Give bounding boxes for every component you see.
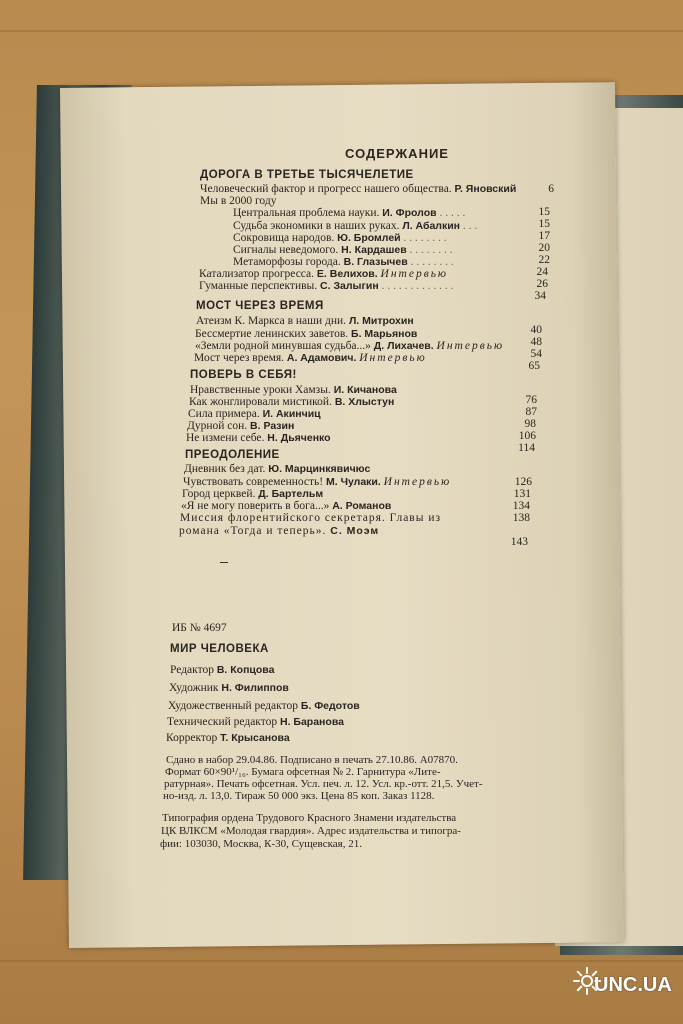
watermark bbox=[572, 964, 682, 1014]
print-info-line: Формат 60×90¹/₁₆. Бумага офсетная № 2. Гарнитура «Лите- bbox=[165, 766, 441, 778]
toc-entry: «Я не могу поверить в бога...» А. Романов bbox=[181, 500, 392, 512]
toc-page-number: 131 bbox=[513, 488, 531, 500]
toc-entry: Дурной сон. В. Разин bbox=[187, 420, 295, 432]
printer-line: фии: 103030, Москва, К-30, Сущевская, 21. bbox=[160, 838, 362, 850]
toc-entry: Атеизм К. Маркса в наши дни. Л. Митрохин bbox=[196, 315, 414, 327]
toc-title: СОДЕРЖАНИЕ bbox=[345, 146, 449, 161]
toc-page-number: 34 bbox=[534, 290, 546, 302]
toc-entry: Дневник без дат. Ю. Марцинкявичюс bbox=[184, 463, 371, 475]
toc-entry: Человеческий фактор и прогресс нашего общества. Р. Яновский bbox=[200, 183, 517, 195]
toc-entry: Сигналы неведомого. Н. Кардашев . . . . . . . . bbox=[233, 244, 453, 256]
toc-page-number: 22 bbox=[538, 254, 550, 266]
toc-entry: Город церквей. Д. Бартельм bbox=[182, 488, 324, 500]
toc-page-number: 6 bbox=[548, 183, 554, 195]
toc-entry: Сила примера. И. Акинчиц bbox=[188, 408, 321, 420]
toc-page-number: 17 bbox=[538, 230, 550, 242]
toc-entry: Не измени себе. Н. Дьяченко bbox=[186, 432, 331, 444]
print-info-line: но-изд. л. 13,0. Тираж 50 000 экз. Цена 85 коп. Заказ 1128. bbox=[163, 790, 435, 802]
toc-page-number: 40 bbox=[530, 324, 542, 336]
toc-entry: Сокровища народов. Ю. Бромлей . . . . . . . . bbox=[233, 232, 447, 244]
toc-entry: Мы в 2000 году bbox=[200, 195, 277, 207]
toc-page-number: 54 bbox=[530, 348, 542, 360]
toc-page-number: 20 bbox=[538, 242, 550, 254]
printer-line: ЦК ВЛКСМ «Молодая гвардия». Адрес издательства и типогра- bbox=[161, 825, 461, 837]
credit-line: Корректор Т. Крысанова bbox=[166, 732, 290, 744]
toc-page-number: 26 bbox=[536, 278, 548, 290]
toc-page-number: 24 bbox=[536, 266, 548, 278]
toc-page-number: 15 bbox=[538, 218, 550, 230]
credit-line: Технический редактор Н. Баранова bbox=[167, 716, 344, 728]
toc-entry: Нравственные уроки Хамзы. И. Кичанова bbox=[190, 384, 397, 396]
toc-page-number: 76 bbox=[525, 394, 537, 406]
print-info-line: Сдано в набор 29.04.86. Подписано в печать 27.10.86. А07870. bbox=[166, 754, 458, 766]
toc-page-number: 98 bbox=[524, 418, 536, 430]
book-title: МИР ЧЕЛОВЕКА bbox=[170, 643, 269, 655]
toc-page-number: 87 bbox=[525, 406, 537, 418]
toc-page-number: 138 bbox=[512, 512, 530, 524]
section-heading-1: ДОРОГА В ТРЕТЬЕ ТЫСЯЧЕЛЕТИЕ bbox=[200, 169, 414, 181]
section-heading-2: МОСТ ЧЕРЕЗ ВРЕМЯ bbox=[196, 300, 324, 312]
toc-entry: Катализатор прогресса. Е. Велихов. Интервью bbox=[199, 268, 449, 280]
toc-entry: Центральная проблема науки. И. Фролов . . . . . bbox=[233, 207, 466, 219]
toc-entry: Метаморфозы города. В. Глазычев . . . . . . . . bbox=[233, 256, 454, 268]
toc-page-number: 134 bbox=[512, 500, 530, 512]
toc-entry: «Земли родной минувшая судьба...» Д. Лихачев. Интервью bbox=[195, 340, 505, 352]
toc-page-number: 126 bbox=[514, 476, 532, 488]
toc-entry: романа «Тогда и теперь». С. Моэм bbox=[179, 525, 380, 537]
toc-page-number: 106 bbox=[518, 430, 536, 442]
section-heading-3: ПОВЕРЬ В СЕБЯ! bbox=[190, 369, 297, 381]
toc-entry: Миссия флорентийского секретаря. Главы из bbox=[180, 512, 442, 524]
ib-number: ИБ № 4697 bbox=[172, 622, 227, 634]
toc-page-number: 48 bbox=[530, 336, 542, 348]
toc-entry: Гуманные перспективы. С. Залыгин . . . . . . . . . . . . . bbox=[199, 280, 454, 292]
credit-line: Художник Н. Филиппов bbox=[169, 682, 289, 694]
toc-page-number: 15 bbox=[538, 206, 550, 218]
section-heading-4: ПРЕОДОЛЕНИЕ bbox=[185, 449, 280, 461]
print-info-line: ратурная». Печать офсетная. Усл. печ. л. 12. Усл. кр.-отт. 21,5. Учет- bbox=[164, 778, 483, 790]
toc-entry: Чувствовать современность! М. Чулаки. Интервью bbox=[183, 476, 452, 488]
toc-entry: Судьба экономики в наших руках. Л. Абалкин . . . bbox=[233, 220, 478, 232]
watermark-text: UNC.UA bbox=[594, 974, 672, 996]
toc-entry: Как жонглировали мистикой. В. Хлыстун bbox=[189, 396, 395, 408]
toc-page-number: 114 bbox=[518, 442, 535, 454]
divider-mark bbox=[220, 562, 228, 563]
toc-entry: Бессмертие ленинских заветов. Б. Марьянов bbox=[195, 328, 418, 340]
printer-line: Типография ордена Трудового Красного Знамени издательства bbox=[162, 812, 457, 824]
toc-page-number: 143 bbox=[510, 536, 528, 548]
credit-line: Художественный редактор Б. Федотов bbox=[168, 700, 360, 712]
credit-line: Редактор В. Копцова bbox=[170, 664, 275, 676]
toc-entry: Мост через время. А. Адамович. Интервью bbox=[194, 352, 427, 364]
toc-page-number: 65 bbox=[528, 360, 540, 372]
